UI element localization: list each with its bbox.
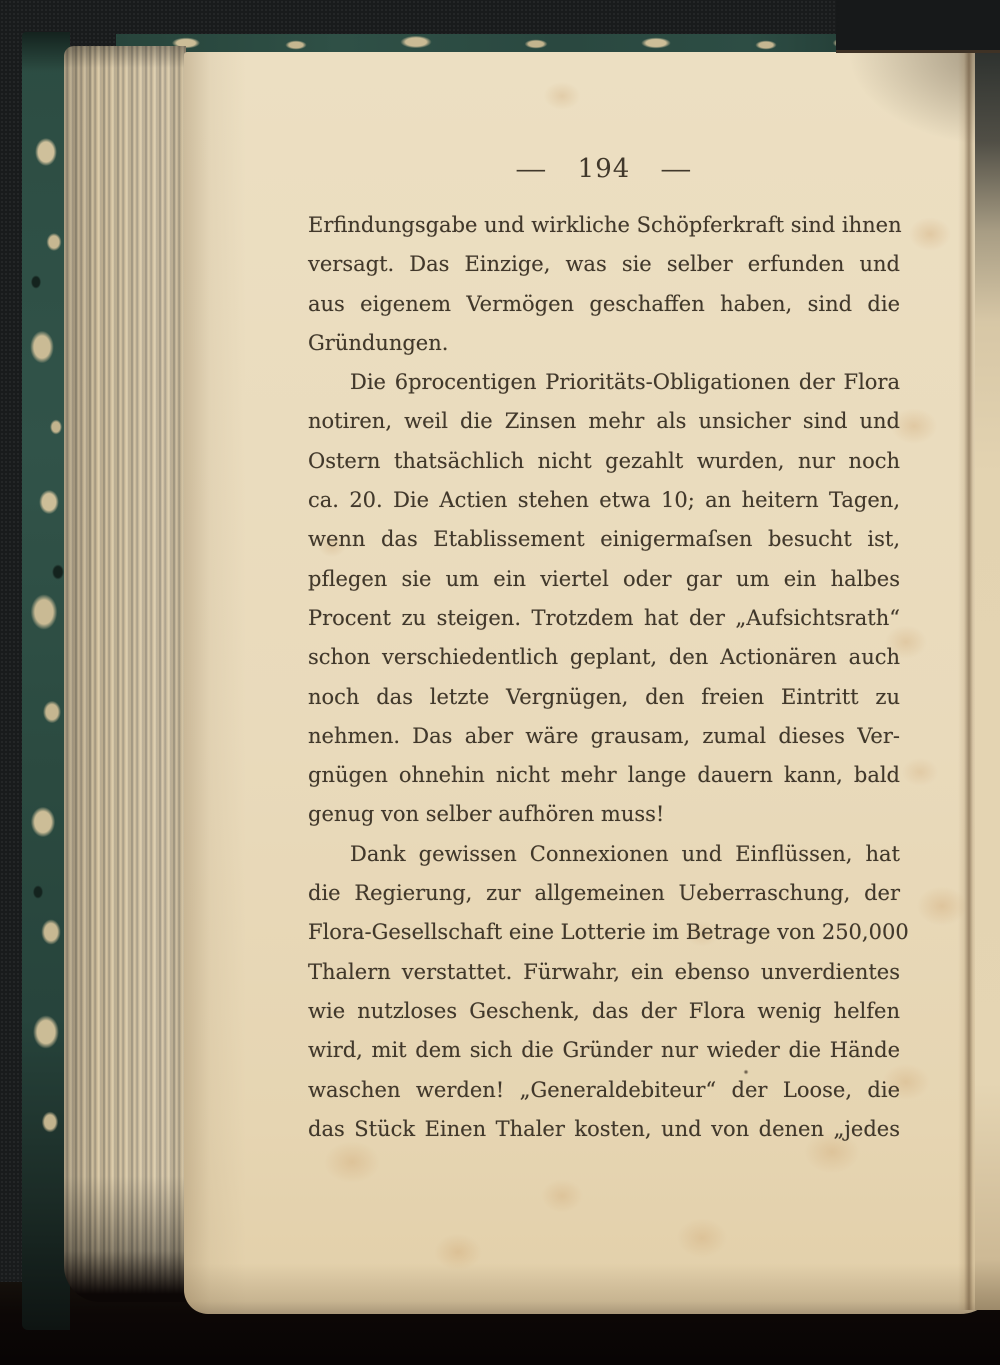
text-line: Erfindungsgabe und wirkliche Schöpferkraft sind ihnen [308,213,902,237]
text-line: schon verschiedentlich geplant, den Actionären auch [308,645,900,670]
text-line: aus eigenem Vermögen geschaffen haben, sind die [308,291,900,316]
text-line: wie nutzloses Geschenk, das der Flora wenig helfen [308,998,900,1023]
text-line: versagt. Das Einzige, was sie selber erfunden und [308,252,900,277]
text-line: Flora-Gesellschaft eine Lotterie im Betrage von 250,000 [308,920,909,945]
text-line: Dank gewissen Connexionen und Einflüssen, hat [350,841,900,866]
text-line: Thalern verstattet. Fürwahr, ein ebenso unverdientes [308,959,900,984]
text-line: ca. 20. Die Actien stehen etwa 10; an heitern Tagen, [308,488,900,513]
page-stack-fore-edges [64,46,186,1302]
text-line: Procent zu steigen. Trotzdem hat der „Aufsichtsrath“ [308,605,900,630]
text-line: das Stück Einen Thaler kosten, und von denen „jedes [308,1116,900,1141]
book-page [184,52,1000,1314]
text-line: noch das letzte Vergnügen, den freien Eintritt zu [308,684,900,709]
text-line: pflegen sie um ein viertel oder gar um ein halbes [308,566,900,591]
text-line: genug von selber aufhören muss! [308,802,665,827]
text-line: wenn das Etablissement einigermaſsen besucht ist, [308,527,900,552]
text-line: gnügen ohnehin nicht mehr lange dauern kann, bald [308,763,900,788]
text-line: nehmen. Das aber wäre grausam, zumal dieses Ver- [308,723,900,748]
page-number: 194 [577,154,631,184]
text-line: Gründungen. [308,330,449,355]
marbled-cover-left-edge [22,32,70,1330]
text-line: Ostern thatsächlich nicht gezahlt wurden, nur noch [308,448,900,473]
header-dash-left: — [514,155,548,183]
text-line: waschen werden! „Generaldebiteur“ der Loose, die [308,1077,900,1102]
page-header [308,152,900,186]
text-line: die Regierung, zur allgemeinen Ueberraschung, der [308,881,900,906]
text-line: notiren, weil die Zinsen mehr als unsicher sind und [308,409,900,434]
header-dash-right: — [660,155,694,183]
text-line: wird, mit dem sich die Gründer nur wieder die Hände [308,1038,900,1063]
adjoining-page-sliver [975,52,1000,1310]
page-text-block [308,206,909,1149]
text-line: Die 6procentigen Prioritäts-Obligationen der Flora [350,370,900,395]
cover-top-right-corner [836,0,1000,53]
